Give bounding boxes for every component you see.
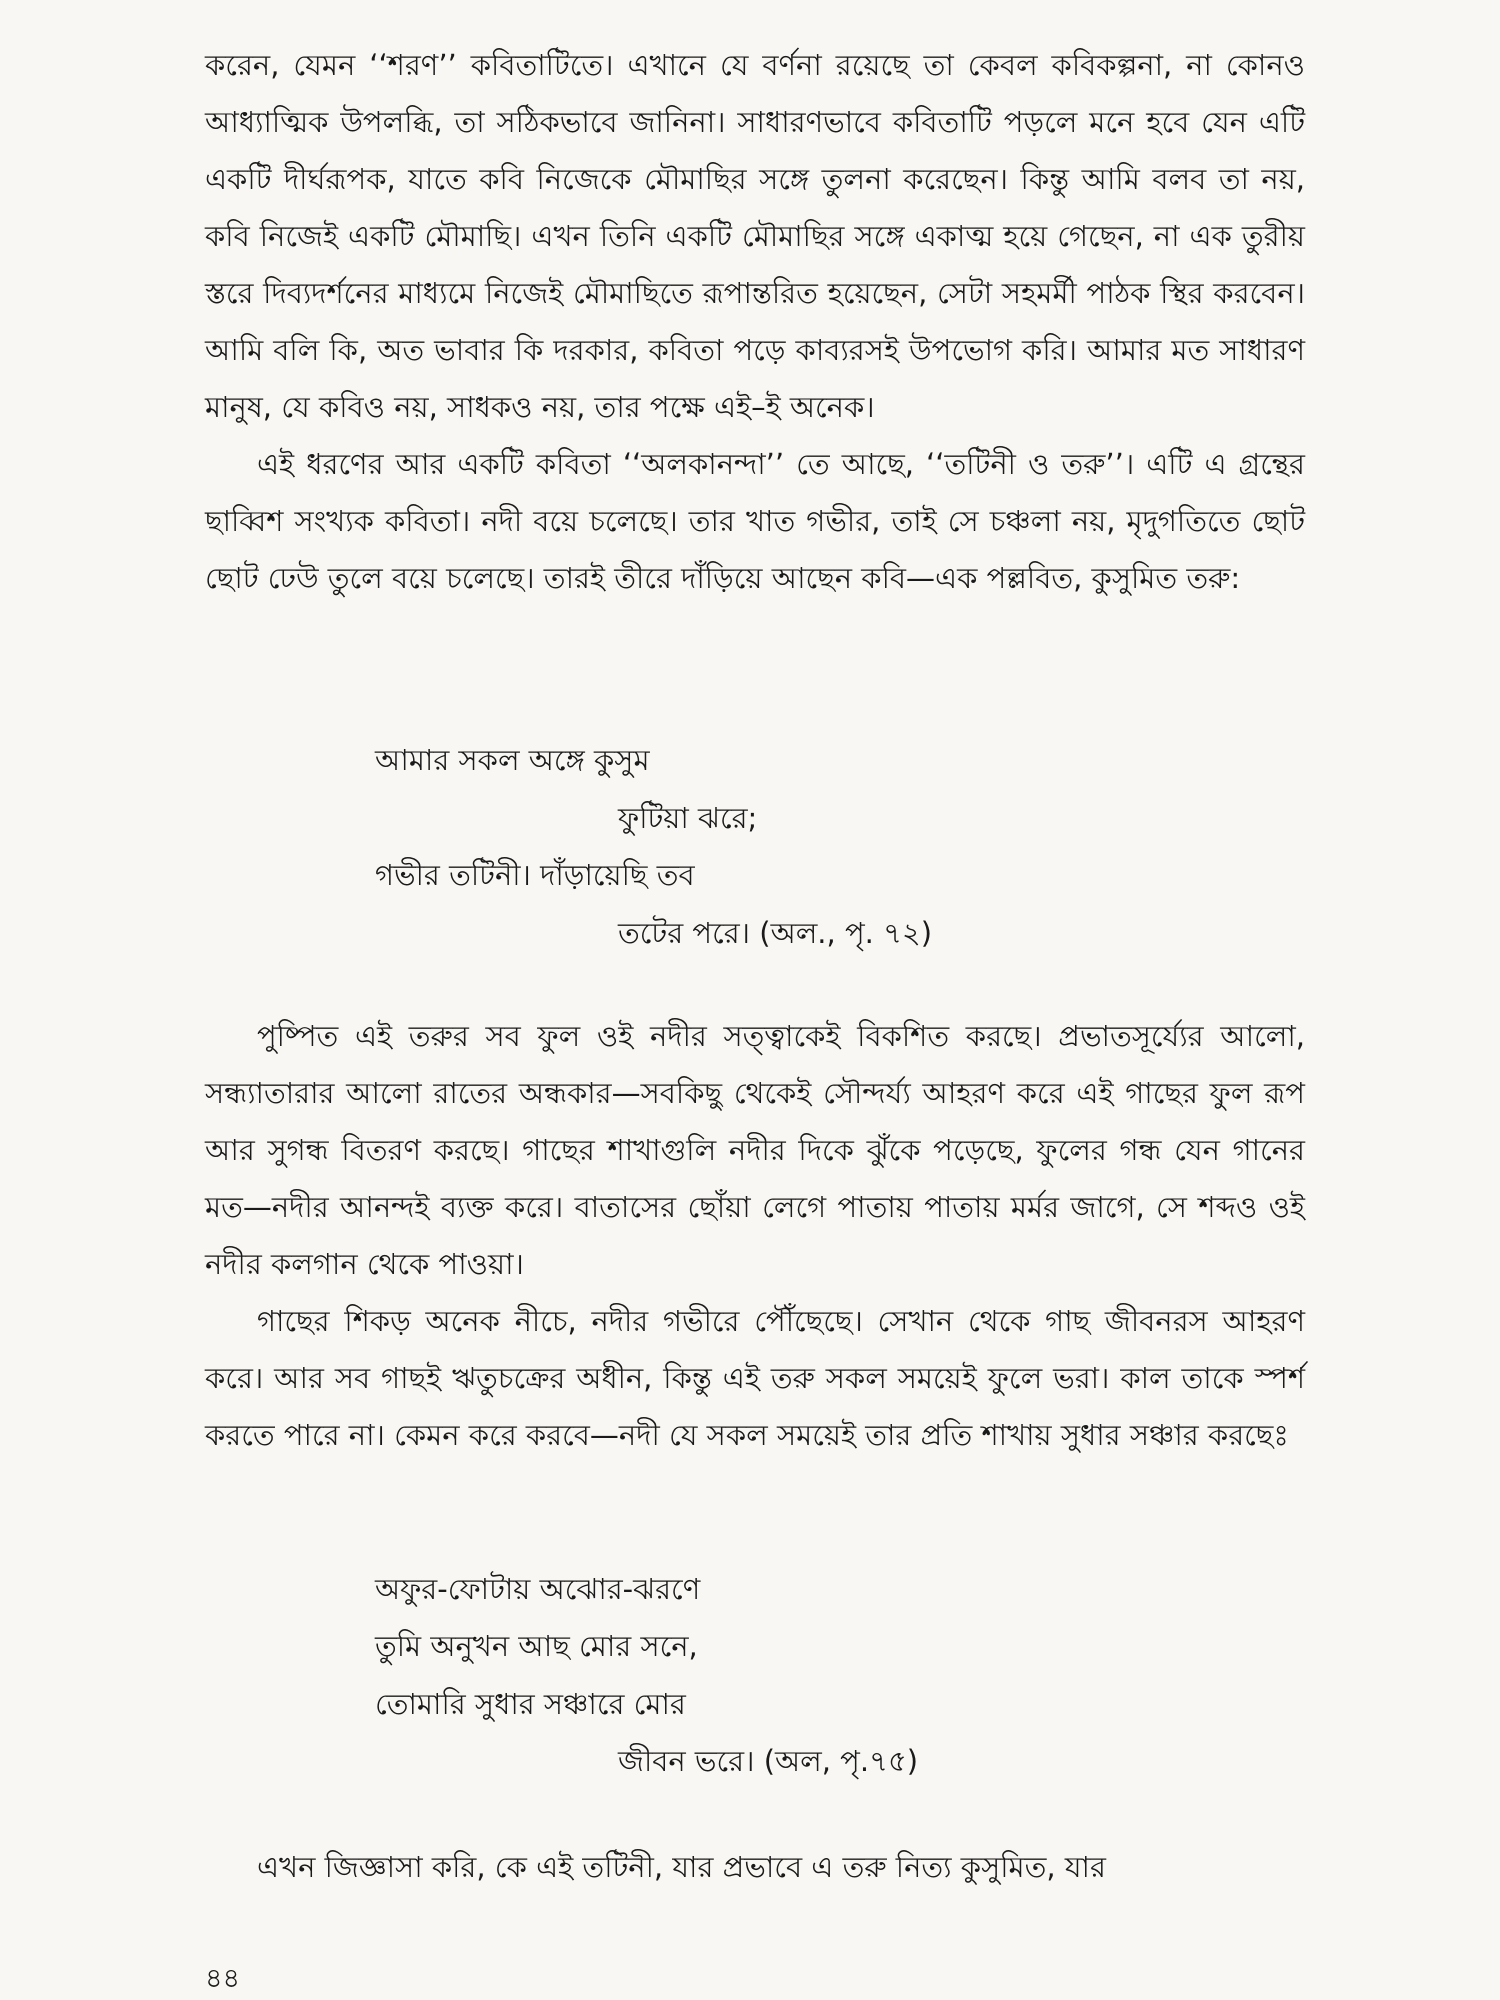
paragraph-block-3	[205, 1839, 1305, 1896]
verse-line: অফুর-ফোটায় অঝোর-ঝরণে	[375, 1572, 701, 1606]
body-paragraph: করেন, যেমন ‘‘শরণ’’ কবিতাটিতে। এখানে যে বর্ণনা রয়েছে তা কেবল কবিকল্পনা, না কোনও আধ্যাত্মিক উপলব্ধি, তা সঠিকভাবে জানিনা। সাধারণভাবে কবিতাটি পড়লে মনে হবে যেন এটি একটি দীর্ঘরূপক, যাতে কবি নিজেকে মৌমাছির সঙ্গে তুলনা করেছেন। কিন্তু আমি বলব তা নয়, কবি নিজেই একটি মৌমাছি। এখন তিনি একটি মৌমাছির সঙ্গে একাত্ম হয়ে গেছেন, না এক তুরীয় স্তরে দিব্যদর্শনের মাধ্যমে নিজেই মৌমাছিতে রূপান্তরিত হয়েছেন, সেটা সহমর্মী পাঠক স্থির করবেন। আমি বলি কি, অত ভাবার কি দরকার, কবিতা পড়ে কাব্যরসই উপভোগ করি। আমার মত সাধারণ মানুষ, যে কবিও নয়, সাধকও নয়, তার পক্ষে এই–ই অনেক।	[205, 48, 1305, 424]
body-paragraph: এই ধরণের আর একটি কবিতা ‘‘অলকানন্দা’’ তে আছে, ‘‘তটিনী ও তরু’’। এটি এ গ্রন্থের ছাব্বিশ সংখ্যক কবিতা। নদী বয়ে চলেছে। তার খাত গভীর, তাই সে চঞ্চলা নয়, মৃদুগতিতে ছোট ছোট ঢেউ তুলে বয়ে চলেছে। তারই তীরে দাঁড়িয়ে আছেন কবি—এক পল্লবিত, কুসুমিত তরু:	[205, 447, 1305, 595]
verse-line: ফুটিয়া ঝরে;	[618, 801, 758, 835]
page-number: ৪৪	[205, 1963, 241, 1994]
paragraph-block-1	[205, 37, 1305, 607]
verse-line: আমার সকল অঙ্গে কুসুম	[375, 743, 650, 777]
verse-line: জীবন ভরে। (অল, পৃ.৭৫)	[618, 1744, 919, 1778]
verse-line: গভীর তটিনী। দাঁড়ায়েছি তব	[375, 858, 695, 892]
body-paragraph: এখন জিজ্ঞাসা করি, কে এই তটিনী, যার প্রভাবে এ তরু নিত্য কুসুমিত, যার	[257, 1850, 1106, 1884]
verse-line: তুমি অনুখন আছ মোর সনে,	[375, 1629, 698, 1663]
body-paragraph: পুষ্পিত এই তরুর সব ফুল ওই নদীর সত্ত্বাকেই বিকশিত করছে। প্রভাতসূর্য্যের আলো, সন্ধ্যাতারার আলো রাতের অন্ধকার—সবকিছু থেকেই সৌন্দর্য্য আহরণ করে এই গাছের ফুল রূপ আর সুগন্ধ বিতরণ করছে। গাছের শাখাগুলি নদীর দিকে ঝুঁকে পড়েছে, ফুলের গন্ধ যেন গানের মত—নদীর আনন্দই ব্যক্ত করে। বাতাসের ছোঁয়া লেগে পাতায় পাতায় মর্মর জাগে, সে শব্দও ওই নদীর কলগান থেকে পাওয়া।	[205, 1019, 1305, 1281]
verse-line: তোমারি সুধার সঞ্চারে মোর	[375, 1687, 686, 1721]
body-paragraph: গাছের শিকড় অনেক নীচে, নদীর গভীরে পৌঁছেছে। সেখান থেকে গাছ জীবনরস আহরণ করে। আর সব গাছই ঋতুচক্রের অধীন, কিন্তু এই তরু সকল সময়েই ফুলে ভরা। কাল তাকে স্পর্শ করতে পারে না। কেমন করে করবে—নদী যে সকল সময়েই তার প্রতি শাখায় সুধার সঞ্চার করছেঃ	[205, 1304, 1305, 1452]
verse-line: তটের পরে। (অল., পৃ. ৭২)	[618, 916, 933, 950]
paragraph-block-2	[205, 1008, 1305, 1464]
